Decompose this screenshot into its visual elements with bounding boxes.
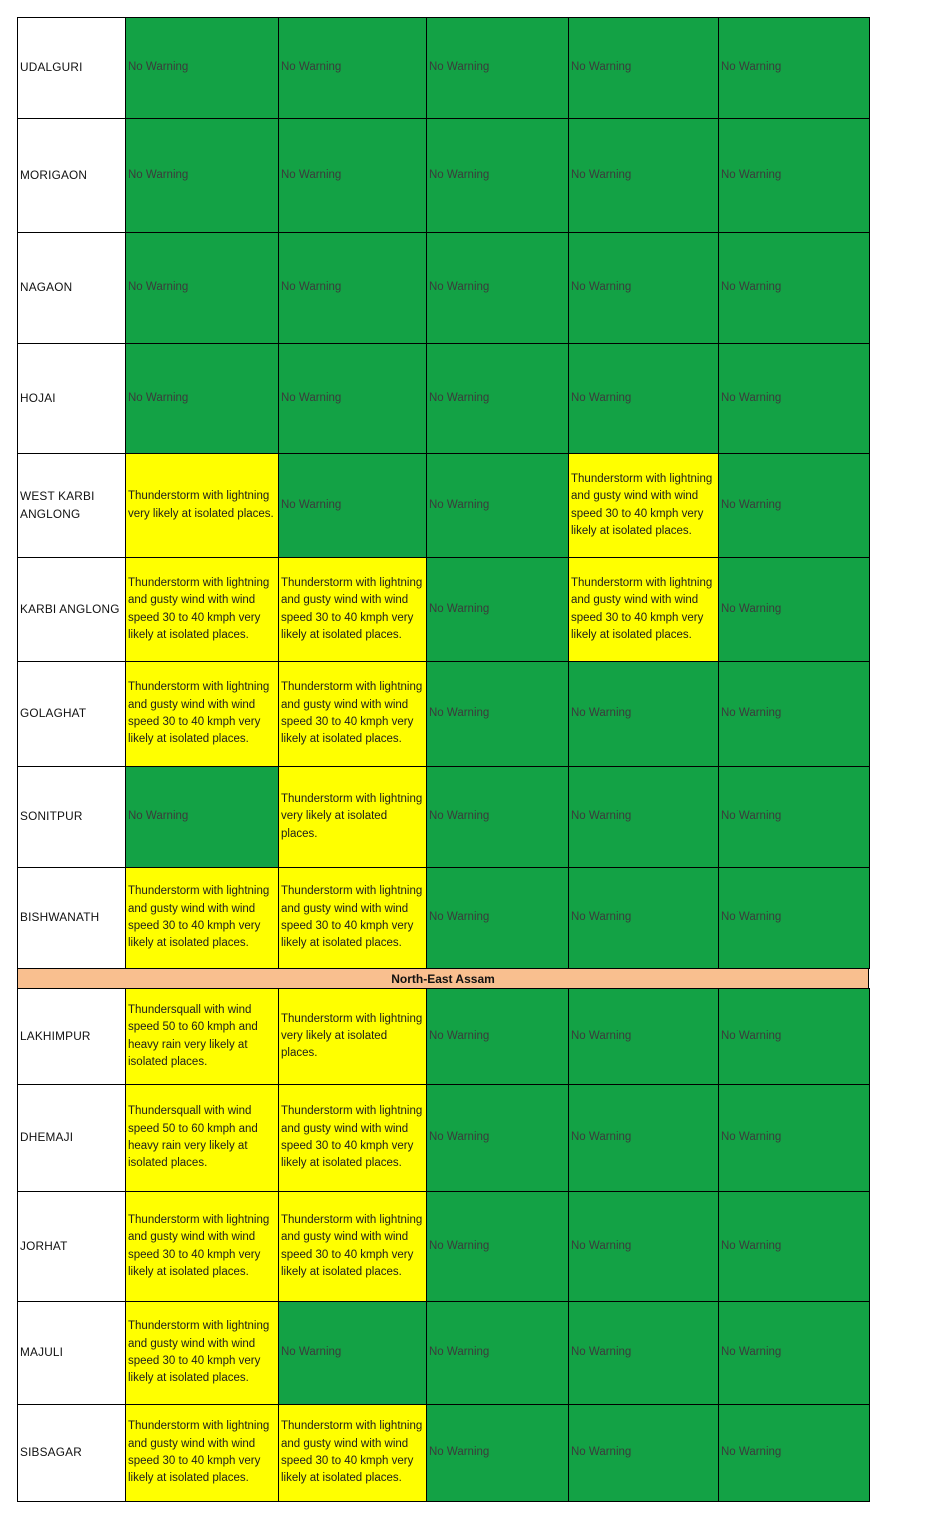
no-warning-cell: No Warning bbox=[125, 343, 279, 454]
no-warning-cell: No Warning bbox=[568, 1191, 719, 1302]
warning-cell: Thunderstorm with lightning very likely at isolated places. bbox=[278, 766, 427, 868]
district-name: MORIGAON bbox=[17, 118, 126, 233]
no-warning-cell: No Warning bbox=[278, 17, 427, 119]
no-warning-cell: No Warning bbox=[125, 118, 279, 233]
no-warning-cell: No Warning bbox=[568, 867, 719, 969]
table-row bbox=[17, 453, 869, 557]
no-warning-cell: No Warning bbox=[278, 343, 427, 454]
table-row bbox=[17, 766, 869, 867]
table-row bbox=[17, 118, 869, 232]
warning-cell: Thunderstorm with lightning and gusty wind with wind speed 30 to 40 kmph very likely at isolated places. bbox=[125, 1191, 279, 1302]
no-warning-cell: No Warning bbox=[568, 343, 719, 454]
district-name: HOJAI bbox=[17, 343, 126, 454]
no-warning-cell: No Warning bbox=[718, 1404, 870, 1502]
no-warning-cell: No Warning bbox=[568, 118, 719, 233]
warning-cell: Thunderstorm with lightning very likely at isolated places. bbox=[125, 453, 279, 558]
warning-cell: Thunderstorm with lightning and gusty wind with wind speed 30 to 40 kmph very likely at isolated places. bbox=[125, 661, 279, 767]
warning-cell: Thunderstorm with lightning and gusty wind with wind speed 30 to 40 kmph very likely at isolated places. bbox=[125, 1301, 279, 1405]
warning-cell: Thunderstorm with lightning and gusty wind with wind speed 30 to 40 kmph very likely at isolated places. bbox=[125, 557, 279, 662]
no-warning-cell: No Warning bbox=[426, 453, 569, 558]
no-warning-cell: No Warning bbox=[426, 1084, 569, 1192]
no-warning-cell: No Warning bbox=[426, 661, 569, 767]
no-warning-cell: No Warning bbox=[426, 1404, 569, 1502]
table-row bbox=[17, 661, 869, 766]
no-warning-cell: No Warning bbox=[125, 232, 279, 344]
no-warning-cell: No Warning bbox=[426, 766, 569, 868]
warning-cell: Thunderstorm with lightning and gusty wind with wind speed 30 to 40 kmph very likely at isolated places. bbox=[278, 661, 427, 767]
no-warning-cell: No Warning bbox=[426, 867, 569, 969]
warning-cell: Thundersquall with wind speed 50 to 60 kmph and heavy rain very likely at isolated places. bbox=[125, 988, 279, 1085]
warning-cell: Thunderstorm with lightning and gusty wind with wind speed 30 to 40 kmph very likely at isolated places. bbox=[568, 557, 719, 662]
district-name: UDALGURI bbox=[17, 17, 126, 119]
no-warning-cell: No Warning bbox=[718, 343, 870, 454]
no-warning-cell: No Warning bbox=[718, 766, 870, 868]
no-warning-cell: No Warning bbox=[718, 17, 870, 119]
table-row bbox=[17, 988, 869, 1084]
district-name: WEST KARBI ANGLONG bbox=[17, 453, 126, 558]
district-name: NAGAON bbox=[17, 232, 126, 344]
warning-cell: Thunderstorm with lightning and gusty wind with wind speed 30 to 40 kmph very likely at isolated places. bbox=[278, 1404, 427, 1502]
table-row bbox=[17, 232, 869, 343]
no-warning-cell: No Warning bbox=[568, 661, 719, 767]
no-warning-cell: No Warning bbox=[568, 1084, 719, 1192]
district-name: MAJULI bbox=[17, 1301, 126, 1405]
no-warning-cell: No Warning bbox=[568, 17, 719, 119]
warning-cell: Thunderstorm with lightning and gusty wind with wind speed 30 to 40 kmph very likely at isolated places. bbox=[568, 453, 719, 558]
no-warning-cell: No Warning bbox=[718, 867, 870, 969]
table-row bbox=[17, 1404, 869, 1501]
table-row bbox=[17, 1084, 869, 1191]
district-name: DHEMAJI bbox=[17, 1084, 126, 1192]
no-warning-cell: No Warning bbox=[278, 232, 427, 344]
warning-cell: Thunderstorm with lightning and gusty wind with wind speed 30 to 40 kmph very likely at isolated places. bbox=[125, 867, 279, 969]
table-row bbox=[17, 343, 869, 453]
no-warning-cell: No Warning bbox=[426, 988, 569, 1085]
district-name: BISHWANATH bbox=[17, 867, 126, 969]
no-warning-cell: No Warning bbox=[426, 118, 569, 233]
warning-cell: Thunderstorm with lightning very likely at isolated places. bbox=[278, 988, 427, 1085]
no-warning-cell: No Warning bbox=[568, 766, 719, 868]
no-warning-cell: No Warning bbox=[426, 1191, 569, 1302]
district-name: LAKHIMPUR bbox=[17, 988, 126, 1085]
no-warning-cell: No Warning bbox=[426, 1301, 569, 1405]
no-warning-cell: No Warning bbox=[718, 1191, 870, 1302]
no-warning-cell: No Warning bbox=[568, 988, 719, 1085]
no-warning-cell: No Warning bbox=[426, 232, 569, 344]
warning-cell: Thundersquall with wind speed 50 to 60 kmph and heavy rain very likely at isolated places. bbox=[125, 1084, 279, 1192]
table-row bbox=[17, 557, 869, 661]
warning-cell: Thunderstorm with lightning and gusty wind with wind speed 30 to 40 kmph very likely at isolated places. bbox=[278, 557, 427, 662]
no-warning-cell: No Warning bbox=[426, 343, 569, 454]
no-warning-cell: No Warning bbox=[278, 118, 427, 233]
warning-cell: Thunderstorm with lightning and gusty wind with wind speed 30 to 40 kmph very likely at isolated places. bbox=[278, 867, 427, 969]
no-warning-cell: No Warning bbox=[426, 557, 569, 662]
district-name: KARBI ANGLONG bbox=[17, 557, 126, 662]
warning-cell: Thunderstorm with lightning and gusty wind with wind speed 30 to 40 kmph very likely at isolated places. bbox=[278, 1191, 427, 1302]
no-warning-cell: No Warning bbox=[718, 661, 870, 767]
no-warning-cell: No Warning bbox=[278, 453, 427, 558]
table-row bbox=[17, 867, 869, 968]
no-warning-cell: No Warning bbox=[718, 557, 870, 662]
no-warning-cell: No Warning bbox=[125, 766, 279, 868]
district-name: GOLAGHAT bbox=[17, 661, 126, 767]
no-warning-cell: No Warning bbox=[718, 1084, 870, 1192]
no-warning-cell: No Warning bbox=[718, 988, 870, 1085]
district-name: SIBSAGAR bbox=[17, 1404, 126, 1502]
warning-table bbox=[17, 17, 869, 1501]
section-header: North-East Assam bbox=[17, 968, 869, 989]
table-row bbox=[17, 17, 869, 118]
no-warning-cell: No Warning bbox=[278, 1301, 427, 1405]
no-warning-cell: No Warning bbox=[568, 1301, 719, 1405]
table-row bbox=[17, 1191, 869, 1301]
no-warning-cell: No Warning bbox=[718, 232, 870, 344]
warning-cell: Thunderstorm with lightning and gusty wind with wind speed 30 to 40 kmph very likely at isolated places. bbox=[125, 1404, 279, 1502]
district-name: SONITPUR bbox=[17, 766, 126, 868]
table-row bbox=[17, 1301, 869, 1404]
warning-cell: Thunderstorm with lightning and gusty wind with wind speed 30 to 40 kmph very likely at isolated places. bbox=[278, 1084, 427, 1192]
district-name: JORHAT bbox=[17, 1191, 126, 1302]
no-warning-cell: No Warning bbox=[718, 453, 870, 558]
no-warning-cell: No Warning bbox=[568, 232, 719, 344]
no-warning-cell: No Warning bbox=[718, 118, 870, 233]
no-warning-cell: No Warning bbox=[125, 17, 279, 119]
no-warning-cell: No Warning bbox=[568, 1404, 719, 1502]
no-warning-cell: No Warning bbox=[718, 1301, 870, 1405]
no-warning-cell: No Warning bbox=[426, 17, 569, 119]
